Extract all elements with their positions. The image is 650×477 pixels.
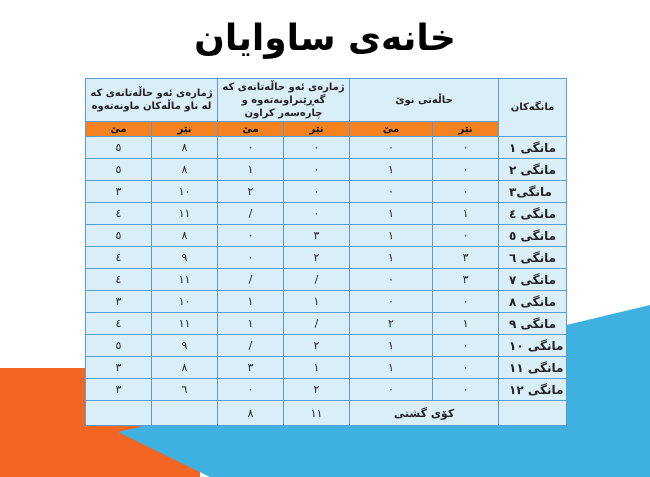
sub-header-female: مێ xyxy=(218,122,284,137)
month-label: مانگی ١٠ xyxy=(499,335,567,357)
table-cell: ٥ xyxy=(86,335,152,357)
table-cell: / xyxy=(218,335,284,357)
month-label: مانگی ٤ xyxy=(499,203,567,225)
table-cell: ٠ xyxy=(433,379,499,401)
table-cell: ١ xyxy=(284,357,350,379)
sub-header-male: نێر xyxy=(433,122,499,137)
table-cell: ٠ xyxy=(350,181,433,203)
table-row xyxy=(86,357,567,379)
header-returned-treated-cases: ژمارەی ئەو حاڵەتانەی کە گەڕێنراونەتەوە و چارەسەر کراون xyxy=(218,79,350,122)
table-cell: ١ xyxy=(350,335,433,357)
table-cell: ٠ xyxy=(350,137,433,159)
sub-header-male: نێر xyxy=(284,122,350,137)
table-row xyxy=(86,181,567,203)
table-cell: ٣ xyxy=(86,291,152,313)
total-label: کۆی گشتی xyxy=(350,401,499,426)
table-cell: ١ xyxy=(433,203,499,225)
table-cell: ٨ xyxy=(152,159,218,181)
table-cell: ٨ xyxy=(152,357,218,379)
data-table xyxy=(85,78,567,426)
table-cell: ٤ xyxy=(86,247,152,269)
table-cell: / xyxy=(218,203,284,225)
table-cell: ٠ xyxy=(433,225,499,247)
sub-header-female: مێ xyxy=(350,122,433,137)
header-months: مانگەکان xyxy=(499,79,567,137)
table-cell: ٣ xyxy=(86,181,152,203)
table-row xyxy=(86,247,567,269)
table-cell: ٠ xyxy=(433,291,499,313)
table-cell: ١ xyxy=(433,313,499,335)
table-cell: ٥ xyxy=(86,137,152,159)
total-value: ١١ xyxy=(284,401,350,426)
table-cell: ٨ xyxy=(152,137,218,159)
month-label: مانگی٣ xyxy=(499,181,567,203)
table-cell: ١١ xyxy=(152,313,218,335)
table-cell: ٠ xyxy=(350,269,433,291)
table-body xyxy=(86,137,567,401)
table-cell: ٩ xyxy=(152,335,218,357)
table-cell: ٦ xyxy=(152,379,218,401)
sub-header-male: نێر xyxy=(152,122,218,137)
total-empty xyxy=(86,401,152,426)
table-row xyxy=(86,203,567,225)
table-cell: ١١ xyxy=(152,269,218,291)
table-cell: ٤ xyxy=(86,203,152,225)
table-cell: ٠ xyxy=(284,159,350,181)
table-row xyxy=(86,291,567,313)
table-cell: ٠ xyxy=(284,181,350,203)
table-cell: ٠ xyxy=(350,379,433,401)
table-row xyxy=(86,313,567,335)
header-remaining-cases: ژمارەی ئەو حاڵەتانەی کە لە ناو ماڵەکان ماونەتەوە xyxy=(86,79,218,122)
month-label: مانگی ١١ xyxy=(499,357,567,379)
table-cell: ٠ xyxy=(433,357,499,379)
table-cell: ١ xyxy=(350,159,433,181)
table-cell: ٠ xyxy=(218,137,284,159)
month-label: مانگی ١ xyxy=(499,137,567,159)
table-row xyxy=(86,137,567,159)
table-cell: ٣ xyxy=(433,247,499,269)
table-cell: ٨ xyxy=(152,225,218,247)
table-cell: ٣ xyxy=(284,225,350,247)
table-cell: ١ xyxy=(218,313,284,335)
table-cell: ٠ xyxy=(218,225,284,247)
table-cell: ٣ xyxy=(433,269,499,291)
table-cell: ٠ xyxy=(284,203,350,225)
table-cell: ١١ xyxy=(152,203,218,225)
table-cell: ١ xyxy=(218,291,284,313)
month-label: مانگی ٦ xyxy=(499,247,567,269)
table-cell: ٠ xyxy=(218,379,284,401)
table-cell: ٢ xyxy=(284,247,350,269)
month-label: مانگی ٥ xyxy=(499,225,567,247)
table-cell: ١ xyxy=(350,357,433,379)
table-cell: ٣ xyxy=(218,357,284,379)
table-cell: ٤ xyxy=(86,269,152,291)
table-cell: ٠ xyxy=(218,247,284,269)
table-cell: ١ xyxy=(218,159,284,181)
month-label: مانگی ٧ xyxy=(499,269,567,291)
total-empty xyxy=(152,401,218,426)
table-cell: ٤ xyxy=(86,313,152,335)
table-cell: ٣ xyxy=(86,357,152,379)
total-empty xyxy=(499,401,567,426)
table-cell: ٠ xyxy=(284,137,350,159)
table-cell: ١ xyxy=(284,291,350,313)
table-cell: ١ xyxy=(350,203,433,225)
table-cell: ٠ xyxy=(433,335,499,357)
header-new-cases: حاڵەتی نوێ xyxy=(350,79,499,122)
table-cell: ١٠ xyxy=(152,291,218,313)
table-row xyxy=(86,269,567,291)
table-cell: / xyxy=(284,313,350,335)
total-value: ٨ xyxy=(218,401,284,426)
table-cell: ١٠ xyxy=(152,181,218,203)
table-cell: / xyxy=(284,269,350,291)
table-cell: / xyxy=(218,269,284,291)
table-row xyxy=(86,379,567,401)
table-row xyxy=(86,159,567,181)
total-row xyxy=(86,401,567,426)
table-cell: ٢ xyxy=(284,379,350,401)
table-cell: ٩ xyxy=(152,247,218,269)
month-label: مانگی ٢ xyxy=(499,159,567,181)
table-cell: ٠ xyxy=(433,159,499,181)
slide-title: خانەی ساوایان xyxy=(194,18,456,59)
table-cell: ٢ xyxy=(284,335,350,357)
table-cell: ٠ xyxy=(350,291,433,313)
month-label: مانگی ٩ xyxy=(499,313,567,335)
sub-header-female: مێ xyxy=(86,122,152,137)
table-cell: ١ xyxy=(350,225,433,247)
table-cell: ٢ xyxy=(350,313,433,335)
table-cell: ٥ xyxy=(86,159,152,181)
table-cell: ٠ xyxy=(433,137,499,159)
table-cell: ٥ xyxy=(86,225,152,247)
month-label: مانگی ٨ xyxy=(499,291,567,313)
table-cell: ٣ xyxy=(86,379,152,401)
table-row xyxy=(86,225,567,247)
table-cell: ١ xyxy=(350,247,433,269)
table-row xyxy=(86,335,567,357)
month-label: مانگی ١٢ xyxy=(499,379,567,401)
table-cell: ٠ xyxy=(433,181,499,203)
table-cell: ٢ xyxy=(218,181,284,203)
